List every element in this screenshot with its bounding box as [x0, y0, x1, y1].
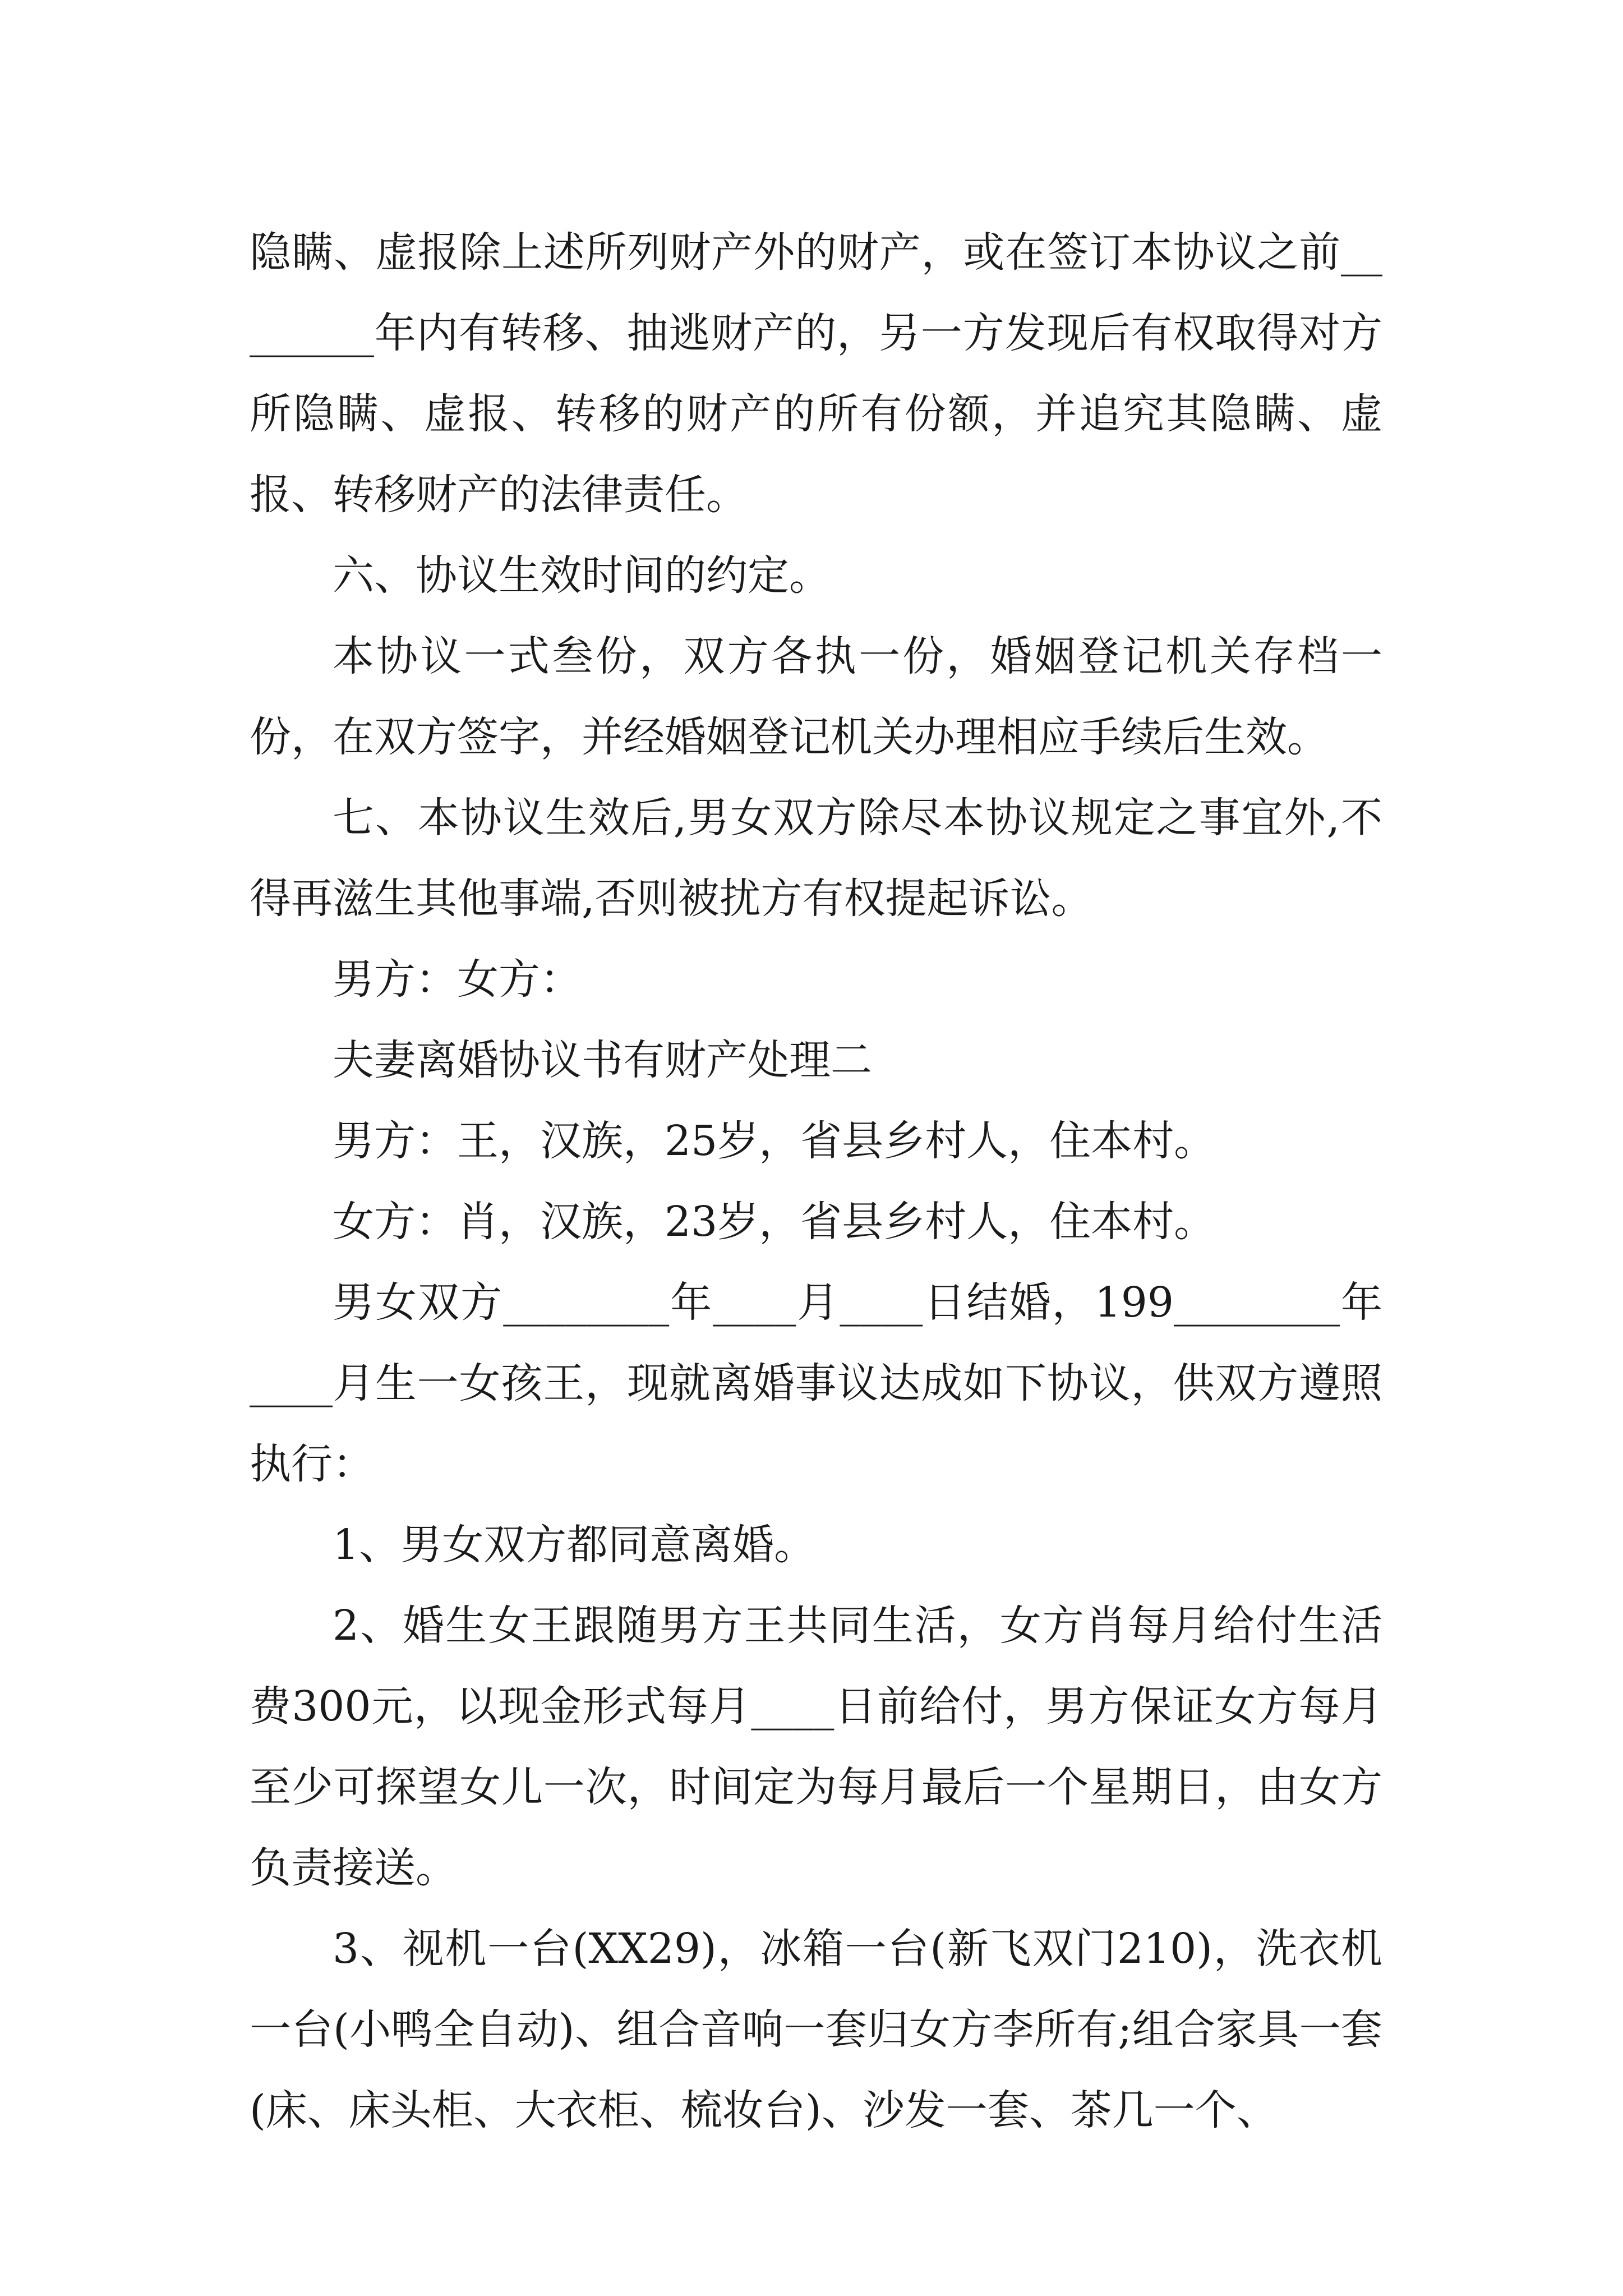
agreement-two-title: 夫妻离婚协议书有财产处理二 — [333, 1036, 872, 1084]
document-body — [250, 212, 1382, 2151]
clause-two: 2、婚生女王跟随男方王共同生活，女方肖每月给付生活费300元，以现金形式每月____日前给付，男方保证女方每月至少可探望女儿一次，时间定为每月最后一个星期日，由女方负责接送。 — [250, 1602, 1382, 1892]
paragraph-marriage-intro: 男女双方________年____月____日结婚，199________年____月生一女孩王，现就离婚事议达成如下协议，供双方遵照执行： — [250, 1278, 1382, 1488]
paragraph-copies-clause: 本协议一式叁份，双方各执一份，婚姻登记机关存档一份，在双方签字，并经婚姻登记机关办理相应手续后生效。 — [250, 632, 1382, 761]
paragraph-section-seven: 七、本协议生效后,男女双方除尽本协议规定之事宜外,不得再滋生其他事端,否则被扰方有权提起诉讼。 — [250, 794, 1382, 923]
party-male-info: 男方：王，汉族，25岁，省县乡村人，住本村。 — [333, 1117, 1216, 1165]
party-female-info: 女方：肖，汉族，23岁，省县乡村人，住本村。 — [333, 1198, 1216, 1246]
paragraph-section-six-heading: 六、协议生效时间的约定。 — [333, 551, 831, 600]
clause-three: 3、视机一台(XX29)，冰箱一台(新飞双门210)，洗衣机一台(小鸭全自动)、组合音响一套归女方李所有;组合家具一套(床、床头柜、大衣柜、梳妆台)、沙发一套、茶几一个、 — [250, 1925, 1382, 2134]
signature-line: 男方：女方： — [333, 955, 582, 1004]
clause-one: 1、男女双方都同意离婚。 — [333, 1521, 816, 1569]
paragraph-concealment-clause: 隐瞒、虚报除上述所列财产外的财产，或在签订本协议之前________年内有转移、抽逃财产的，另一方发现后有权取得对方所隐瞒、虚报、转移的财产的所有份额，并追究其隐瞒、虚报、转移财产的法律责任。 — [250, 228, 1382, 519]
